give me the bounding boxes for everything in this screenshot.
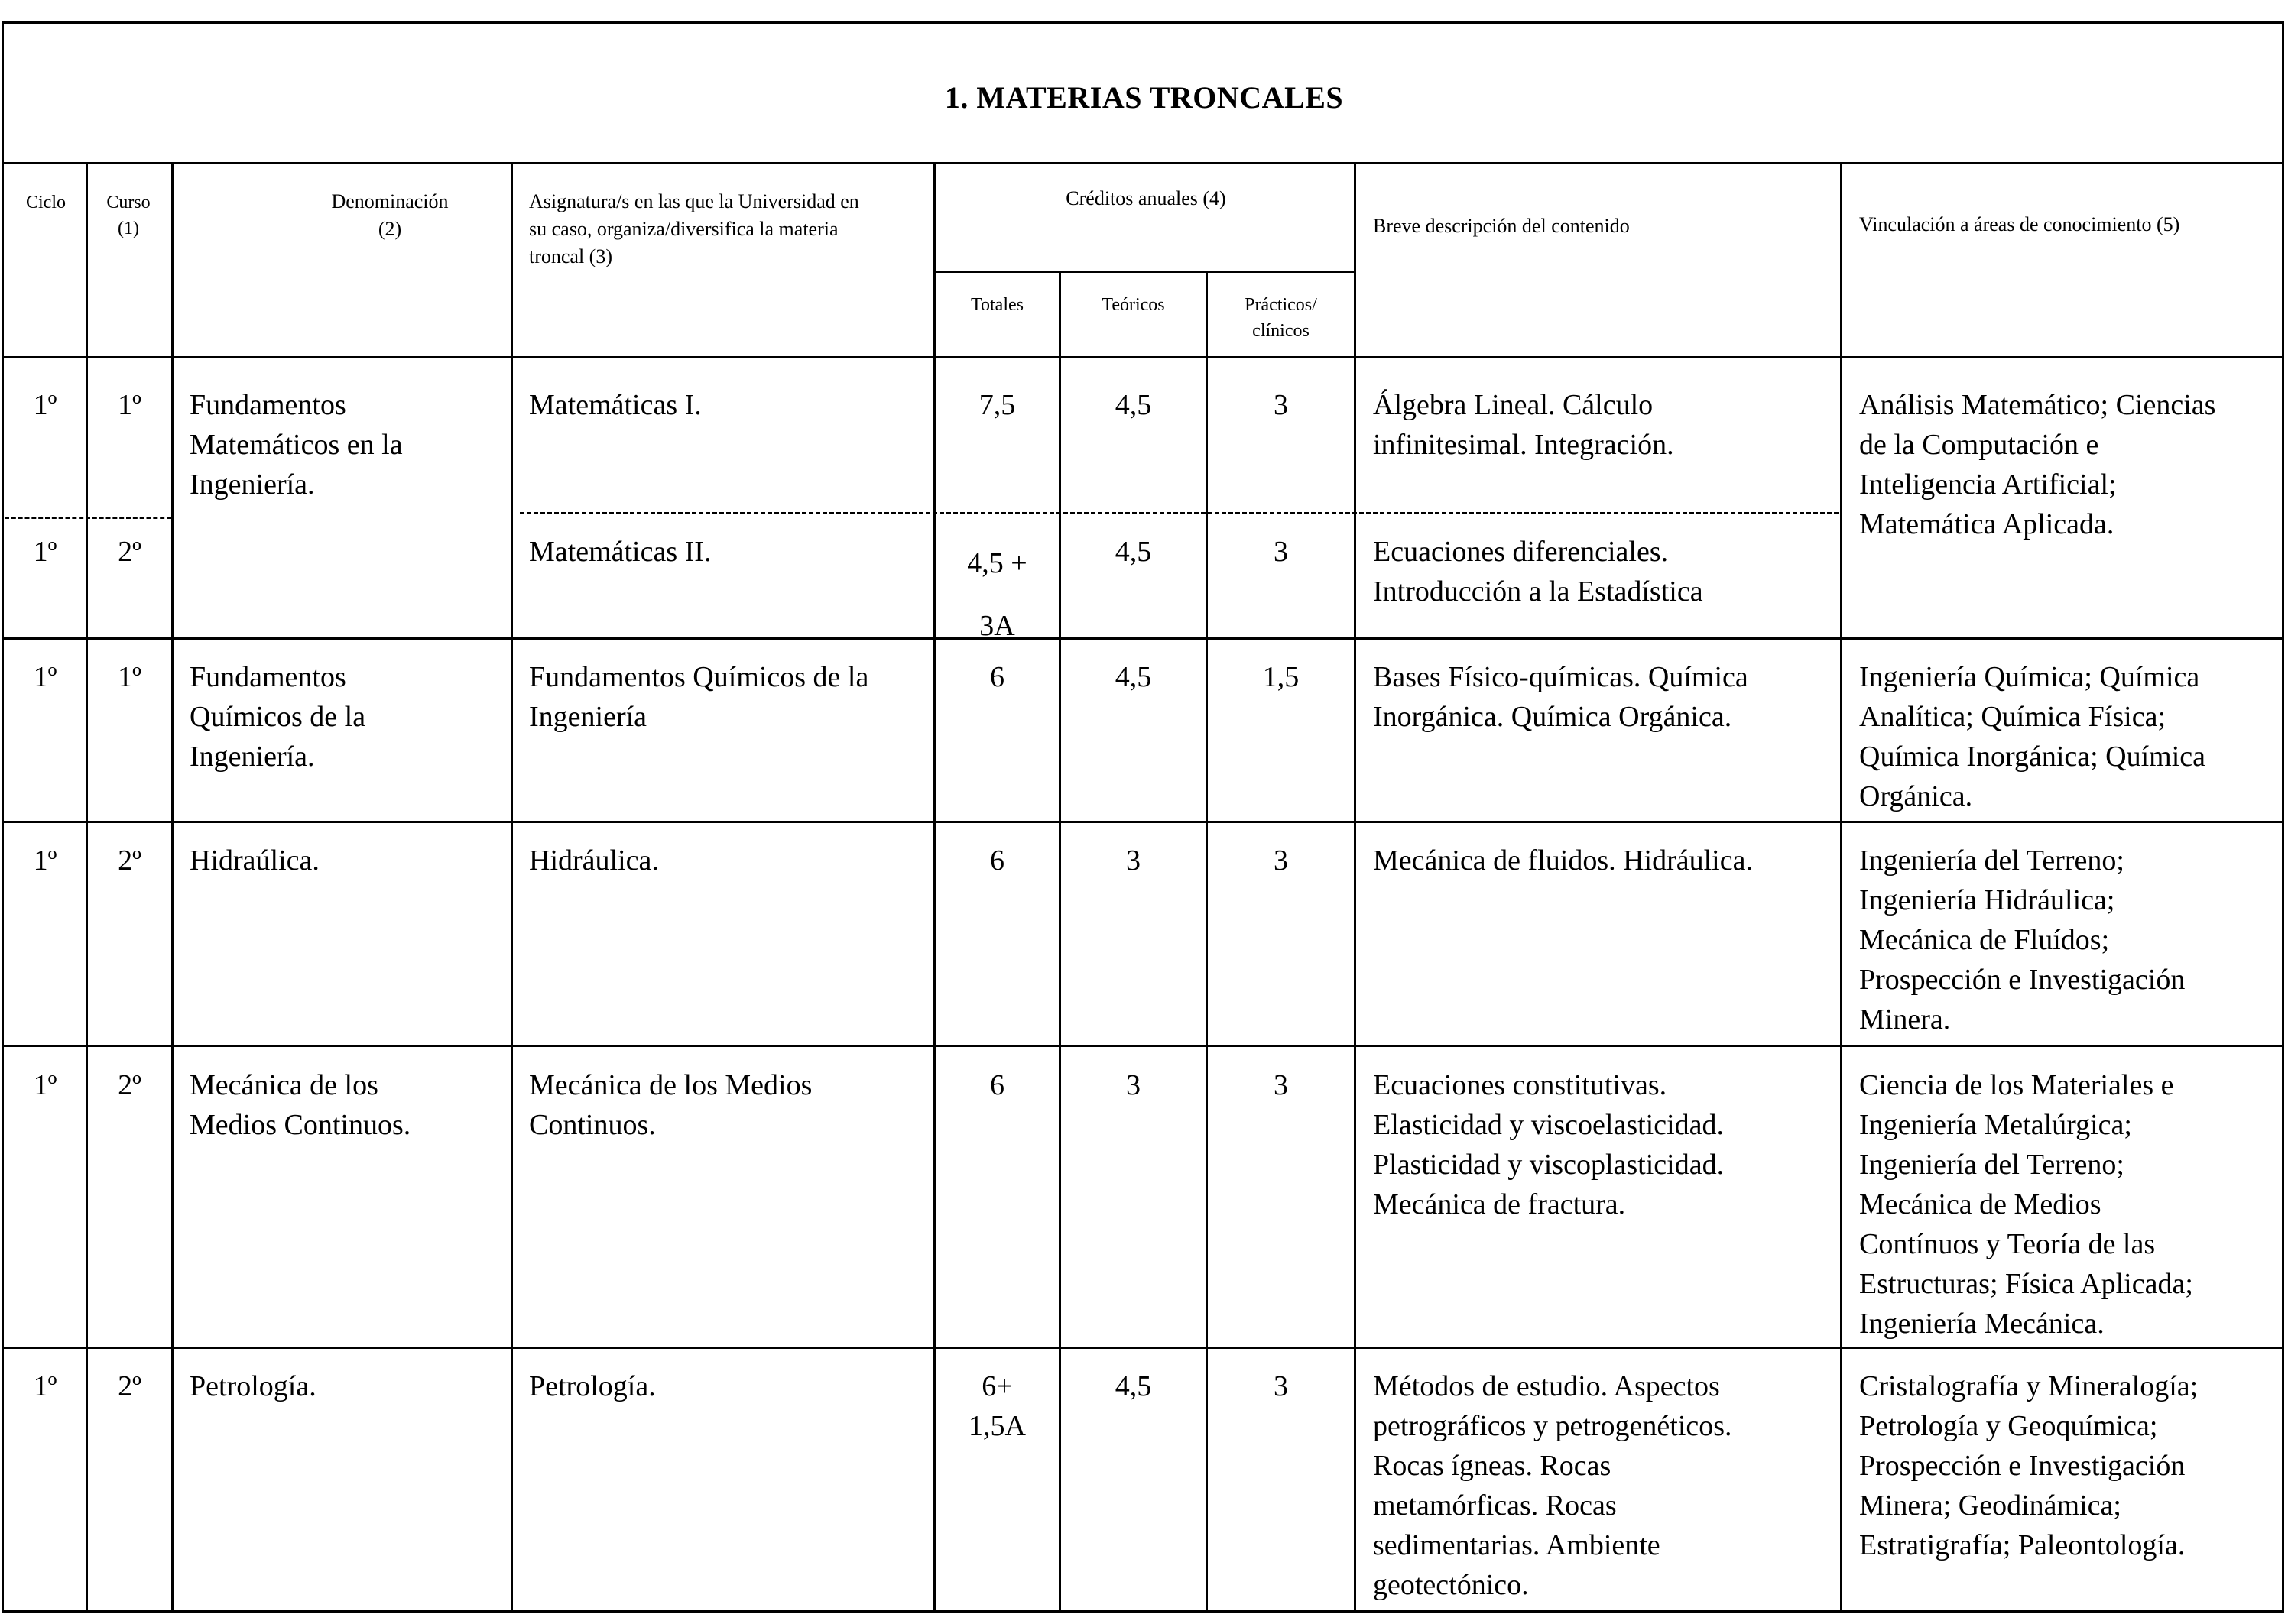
cell-curso	[88, 1366, 171, 1406]
dashed-rule-ciclo-curso	[5, 517, 171, 519]
cell-line: petrográficos y petrogenéticos.	[1373, 1410, 1732, 1442]
cell-totales	[936, 841, 1059, 880]
cell-line: Cristalografía y Mineralogía;	[1859, 1370, 2199, 1402]
cell-denominacion	[190, 657, 503, 776]
cell-asignatura	[529, 1366, 927, 1406]
cell-asignatura	[529, 385, 927, 425]
cell-curso	[88, 532, 171, 572]
cell-line: 6	[990, 1069, 1004, 1101]
table-border-left	[2, 21, 4, 1613]
cell-line: Petrología.	[190, 1370, 316, 1402]
cell-line: Métodos de estudio. Aspectos	[1373, 1370, 1720, 1402]
cell-asignatura	[529, 532, 927, 572]
cell-denominacion	[190, 1065, 503, 1145]
cell-line: Rocas ígneas. Rocas	[1373, 1450, 1611, 1482]
cell-line: Mecánica de los Medios	[529, 1069, 813, 1101]
cell-descripcion	[1373, 385, 1832, 465]
cell-line: de la Computación e	[1859, 429, 2099, 461]
header-practicos: Prácticos/ clínicos	[1245, 295, 1317, 341]
cell-line: Hidráulica.	[529, 844, 659, 877]
cell-line: 4,5	[1115, 389, 1152, 421]
cell-line: Ciencia de los Materiales e	[1859, 1069, 2174, 1101]
table-border-top	[2, 21, 2284, 24]
row-rule-2	[2, 821, 2284, 823]
header-totales: Totales	[971, 295, 1024, 315]
cell-line: Ingeniería Química; Química	[1859, 661, 2200, 693]
cell-practicos	[1208, 1366, 1354, 1406]
cell-vinculacion	[1859, 1366, 2280, 1565]
cell-curso	[88, 657, 171, 697]
cell-line: 3A	[979, 610, 1015, 642]
cell-line: 1º	[33, 661, 57, 693]
cell-line: 2º	[118, 1069, 141, 1101]
cell-line: 2º	[118, 536, 141, 568]
cell-ciclo	[5, 1366, 86, 1406]
cell-practicos	[1208, 1065, 1354, 1105]
cell-line: 1,5A	[969, 1410, 1026, 1442]
row-rule-4	[2, 1347, 2284, 1349]
cell-line: Prospección e Investigación	[1859, 964, 2186, 996]
cell-line: Contínuos y Teoría de las	[1859, 1228, 2156, 1260]
cell-totales	[936, 657, 1059, 697]
cell-line: Plasticidad y viscoplasticidad.	[1373, 1149, 1725, 1181]
cell-line: Mecánica de fluidos. Hidráulica.	[1373, 844, 1753, 877]
cell-line: Fundamentos	[190, 661, 346, 693]
cell-asignatura	[529, 841, 927, 880]
cell-line: 3	[1274, 1370, 1288, 1402]
cell-line: Petrología y Geoquímica;	[1859, 1410, 2158, 1442]
cell-line: Ingeniería Mecánica.	[1859, 1308, 2105, 1340]
cell-line: geotectónico.	[1373, 1569, 1529, 1601]
cell-line: Minera.	[1859, 1003, 1951, 1036]
cell-line: Matemáticos en la	[190, 429, 403, 461]
cell-line: Matemáticas II.	[529, 536, 712, 568]
cell-descripcion	[1373, 532, 1832, 611]
cell-vinculacion	[1859, 385, 2280, 544]
header-asignaturas: Asignatura/s en las que la Universidad en su caso, organiza/diversifica la materia troncal (3)	[529, 190, 859, 267]
cell-line: infinitesimal. Integración.	[1373, 429, 1674, 461]
cell-line: 1,5	[1262, 661, 1300, 693]
cell-line: 3	[1126, 1069, 1141, 1101]
cell-line: Continuos.	[529, 1109, 656, 1141]
cell-line: Inorgánica. Química Orgánica.	[1373, 701, 1732, 733]
cell-teoricos	[1061, 532, 1206, 572]
cell-line: 4,5	[1115, 661, 1152, 693]
cell-line: 6	[990, 844, 1004, 877]
cell-ciclo	[5, 385, 86, 425]
cell-line: Ecuaciones constitutivas.	[1373, 1069, 1667, 1101]
cell-denominacion	[190, 1366, 503, 1406]
cell-line: Ingeniería del Terreno;	[1859, 1149, 2124, 1181]
cell-line: Fundamentos	[190, 389, 346, 421]
cell-totales	[936, 1366, 1059, 1446]
cell-vinculacion	[1859, 657, 2280, 816]
cell-line: Estratigrafía; Paleontología.	[1859, 1529, 2186, 1561]
cell-curso	[88, 841, 171, 880]
cell-ciclo	[5, 532, 86, 572]
cell-line: 4,5 +	[967, 547, 1027, 579]
cell-descripcion	[1373, 1366, 1832, 1605]
cell-line: Bases Físico-químicas. Química	[1373, 661, 1748, 693]
cell-line: Inteligencia Artificial;	[1859, 468, 2117, 501]
cell-line: 1º	[33, 1370, 57, 1402]
cell-descripcion	[1373, 841, 1832, 880]
cell-line: Ingeniería Hidráulica;	[1859, 884, 2115, 916]
cell-line: 2º	[118, 844, 141, 877]
col-rule-asignatura	[511, 162, 513, 1613]
col-rule-practicos	[1206, 271, 1208, 1613]
cell-practicos	[1208, 532, 1354, 572]
cell-line: Analítica; Química Física;	[1859, 701, 2166, 733]
cell-line: 4,5	[1115, 1370, 1152, 1402]
cell-line: 3	[1274, 536, 1288, 568]
cell-line: 1º	[118, 661, 141, 693]
cell-line: 4,5	[1115, 536, 1152, 568]
cell-practicos	[1208, 657, 1354, 697]
cell-curso	[88, 385, 171, 425]
cell-line: 1º	[33, 1069, 57, 1101]
cell-line: Fundamentos Químicos de la	[529, 661, 869, 693]
table-border-bottom	[2, 1610, 2284, 1613]
header-curso: Curso (1)	[106, 193, 151, 238]
cell-teoricos	[1061, 841, 1206, 880]
cell-line: 3	[1274, 844, 1288, 877]
cell-line: Mecánica de Medios	[1859, 1188, 2101, 1220]
header-ciclo: Ciclo	[26, 193, 66, 212]
cell-teoricos	[1061, 657, 1206, 697]
cell-line: Mecánica de los	[190, 1069, 378, 1101]
cell-line: Análisis Matemático; Ciencias	[1859, 389, 2216, 421]
cell-line: 3	[1274, 389, 1288, 421]
cell-line: Ingeniería Metalúrgica;	[1859, 1109, 2132, 1141]
cell-line: Matemáticas I.	[529, 389, 702, 421]
cell-line: 3	[1274, 1069, 1288, 1101]
header-teoricos: Teóricos	[1102, 295, 1165, 315]
cell-line: Estructuras; Física Aplicada;	[1859, 1268, 2193, 1300]
cell-line: Mecánica de Fluídos;	[1859, 924, 2110, 956]
cell-line: Ingeniería del Terreno;	[1859, 844, 2124, 877]
col-rule-denominacion	[171, 162, 174, 1613]
cell-line: Ingeniería	[529, 701, 647, 733]
cell-ciclo	[5, 841, 86, 880]
credits-subheader-rule	[933, 271, 1356, 273]
cell-line: 1º	[33, 844, 57, 877]
cell-vinculacion	[1859, 841, 2280, 1039]
cell-descripcion	[1373, 657, 1832, 737]
section-title: 1. MATERIAS TRONCALES	[944, 80, 1344, 115]
cell-asignatura	[529, 1065, 927, 1145]
cell-practicos	[1208, 385, 1354, 425]
cell-line: Mecánica de fractura.	[1373, 1188, 1626, 1220]
cell-line: Ecuaciones diferenciales.	[1373, 536, 1669, 568]
cell-ciclo	[5, 657, 86, 697]
cell-asignatura	[529, 657, 927, 737]
dashed-rule-subjects	[520, 512, 1839, 514]
cell-line: Prospección e Investigación	[1859, 1450, 2186, 1482]
header-bottom-rule	[2, 356, 2284, 358]
cell-ciclo	[5, 1065, 86, 1105]
row-rule-1	[2, 637, 2284, 640]
header-descripcion: Breve descripción del contenido	[1373, 215, 1630, 237]
cell-descripcion	[1373, 1065, 1832, 1224]
col-rule-descripcion	[1354, 162, 1356, 1613]
title-bottom-rule	[2, 162, 2284, 164]
cell-line: metamórficas. Rocas	[1373, 1489, 1617, 1522]
cell-line: 1º	[33, 389, 57, 421]
cell-line: Ingeniería.	[190, 741, 315, 773]
cell-curso	[88, 1065, 171, 1105]
col-rule-teoricos	[1059, 271, 1061, 1613]
row-rule-3	[2, 1045, 2284, 1047]
cell-line: 3	[1126, 844, 1141, 877]
cell-line: 1º	[33, 536, 57, 568]
cell-line: Hidraúlica.	[190, 844, 320, 877]
cell-denominacion	[190, 385, 503, 504]
cell-line: Matemática Aplicada.	[1859, 508, 2114, 540]
cell-line: Minera; Geodinámica;	[1859, 1489, 2121, 1522]
cell-teoricos	[1061, 385, 1206, 425]
col-rule-vinculacion	[1840, 162, 1842, 1613]
cell-line: 6+	[982, 1370, 1013, 1402]
cell-vinculacion	[1859, 1065, 2280, 1344]
table-border-right	[2282, 21, 2284, 1613]
cell-practicos	[1208, 841, 1354, 880]
header-vinculacion: Vinculación a áreas de conocimiento (5)	[1859, 213, 2180, 235]
cell-line: Química Inorgánica; Química	[1859, 741, 2206, 773]
cell-teoricos	[1061, 1366, 1206, 1406]
cell-line: 6	[990, 661, 1004, 693]
cell-totales	[936, 1065, 1059, 1105]
cell-line: Orgánica.	[1859, 780, 1973, 812]
cell-line: Ingeniería.	[190, 468, 315, 501]
cell-line: Introducción a la Estadística	[1373, 575, 1703, 608]
cell-line: Petrología.	[529, 1370, 656, 1402]
cell-totales	[936, 532, 1059, 657]
cell-denominacion	[190, 841, 503, 880]
header-creditos: Créditos anuales (4)	[1066, 187, 1226, 209]
cell-line: sedimentarias. Ambiente	[1373, 1529, 1660, 1561]
cell-line: Elasticidad y viscoelasticidad.	[1373, 1109, 1725, 1141]
cell-totales	[936, 385, 1059, 425]
cell-line: Químicos de la	[190, 701, 366, 733]
cell-line: 7,5	[978, 389, 1016, 421]
cell-line: Álgebra Lineal. Cálculo	[1373, 389, 1654, 421]
header-denominacion: Denominación (2)	[331, 190, 449, 240]
cell-teoricos	[1061, 1065, 1206, 1105]
cell-line: 2º	[118, 1370, 141, 1402]
cell-line: 1º	[118, 389, 141, 421]
cell-line: Medios Continuos.	[190, 1109, 411, 1141]
